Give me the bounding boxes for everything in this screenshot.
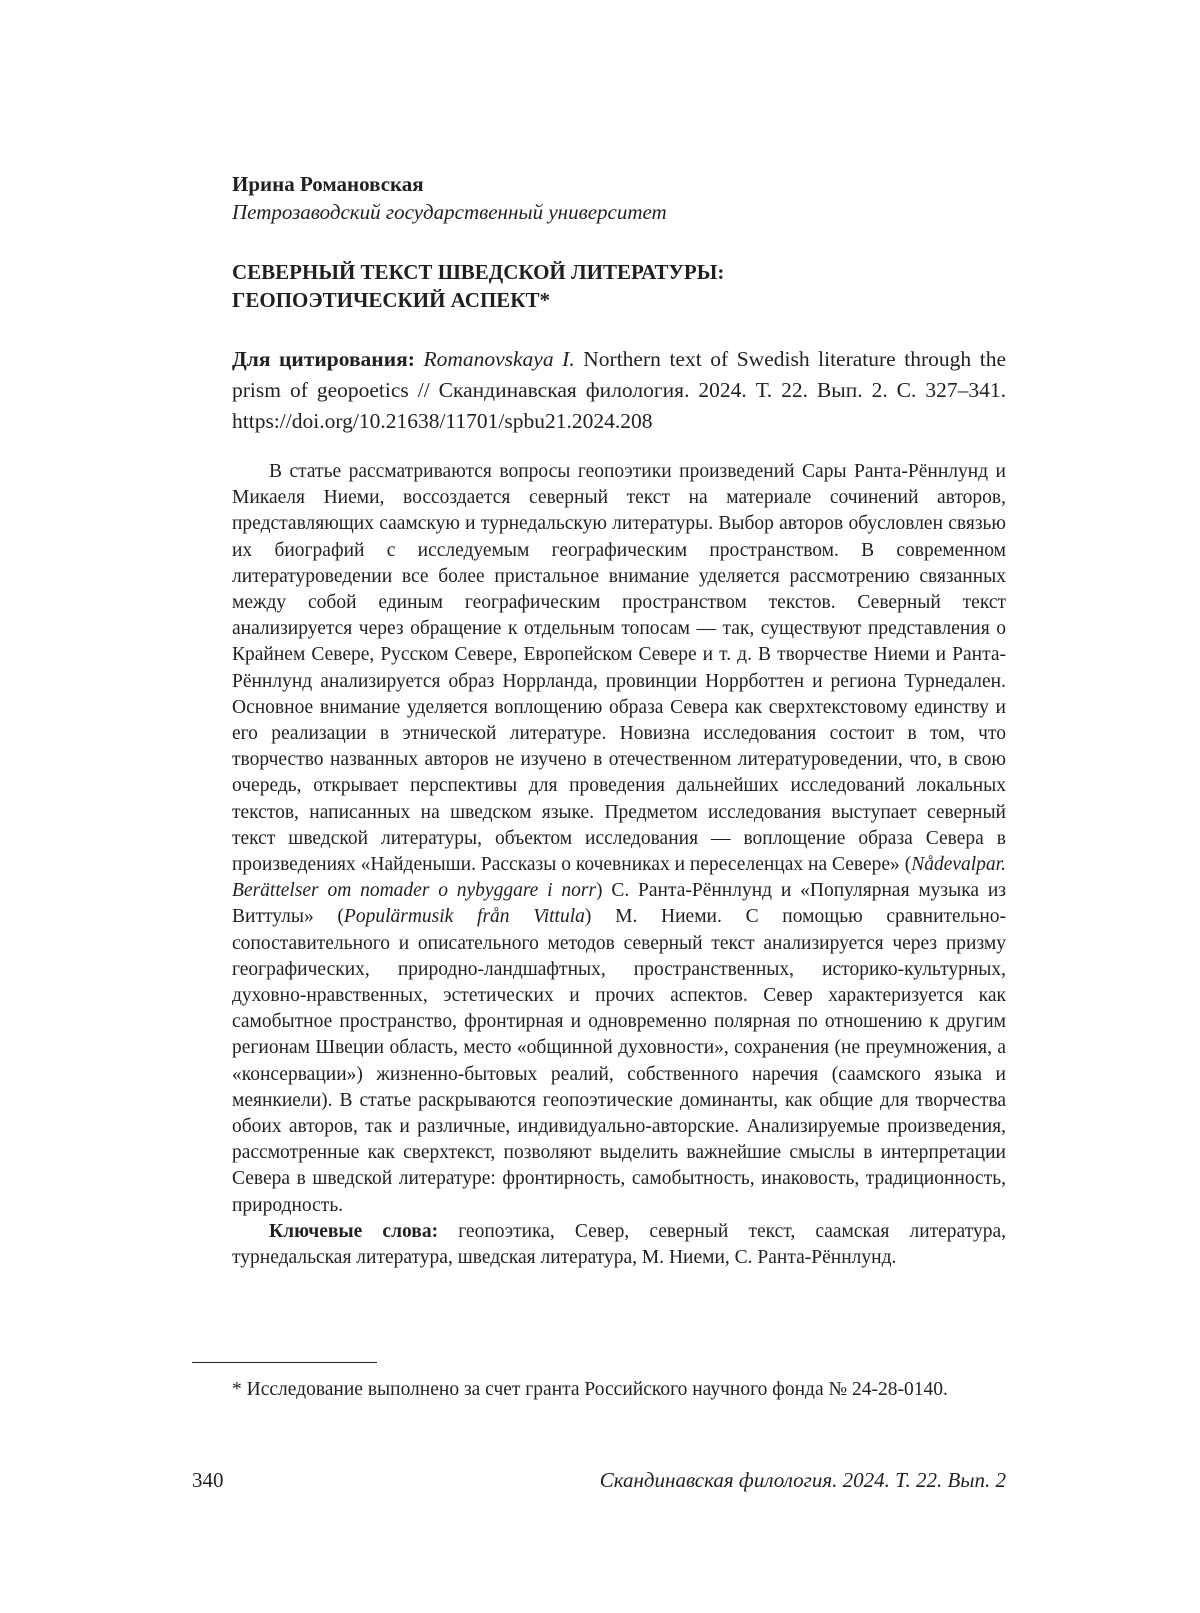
keywords-label: Ключевые слова: [269,1220,439,1242]
abstract-italic-title-1: Nådevalpar. Berättelser om nomader o nybyggare i norr [232,854,1006,902]
author-name: Ирина Романовская [232,172,424,196]
article-title-line-1: СЕВЕРНЫЙ ТЕКСТ ШВЕДСКОЙ ЛИТЕРАТУРЫ: [232,260,725,284]
keywords-text: геопоэтика, Север, северный текст, саамская литература, турнедальская литература, шведская литература, М. Ниеми, С. Ранта-Рённлунд. [232,1220,1006,1269]
citation-label: Для цитирования: [232,347,415,371]
running-title: Скандинавская филология. 2024. Т. 22. Вып. 2 [599,1468,1006,1492]
abstract [232,459,1006,1219]
citation-block [232,344,1006,437]
footnote: * Исследование выполнено за счет гранта Российского научного фонда № 24-28-0140. [232,1379,948,1400]
footnote-divider [192,1362,377,1363]
keywords [232,1219,1006,1271]
citation-text: Northern text of Swedish literature through the prism of geopoetics // Скандинавская филология. 2024. Т. 22. Вып. 2. С. 327–341. https://doi.org/10.21638/11701/spbu21.2024.208 [232,347,1006,433]
article-header [232,170,1006,1271]
article-title-line-2: ГЕОПОЭТИЧЕСКИЙ АСПЕКТ* [232,288,551,312]
author-affiliation: Петрозаводский государственный университет [232,200,667,224]
page-number: 340 [192,1468,224,1492]
citation-author: Romanovskaya I. [423,347,575,371]
article-title [232,258,1006,314]
abstract-part-3: ) М. Ниеми. С помощью сравнительно-сопоставительного и описательного методов северный текст анализируется через призму географических, природно-ландшафтных, пространственных, историко-культурных, духовно-нравственных, эстетических и прочих аспектов. Север характеризуется как самобытное пространство, фронтирная и одновременно полярная по отношению к другим регионам Швеции область, место «общинной духовности», сохранения (не преумножения, а «консервации») жизненно-бытовых реалий, собственного наречия (саамского языка и меянкиели). В статье раскрываются геопоэтические доминанты, как общие для творчества обоих авторов, так и различные, индивидуально-авторские. Анализируемые произведения, рассмотренные как сверхтекст, позволяют выделить важнейшие смыслы в интерпретации Севера в шведской литературе: фронтирность, самобытность, инаковость, традиционность, природность. [232,906,1006,1216]
abstract-part-1: В статье рассматриваются вопросы геопоэтики произведений Сары Ранта-Рённлунд и Микаеля Ниеми, воссоздается северный текст на материале сочинений авторов, представляющих саамскую и турнедальскую литературы. Выбор авторов обусловлен связью их биографий с исследуемым географическим пространством. В современном литературоведении все более пристальное внимание уделяется рассмотрению связанных между собой единым географическим пространством текстов. Северный текст анализируется через обращение к отдельным топосам — так, существуют представления о Крайнем Севере, Русском Севере, Европейском Севере и т. д. В творчестве Ниеми и Ранта-Рённлунд анализируется образ Норрланда, провинции Норрботтен и региона Турнедален. Основное внимание уделяется воплощению образа Севера как сверхтекстовому единству и его реализации в этнической литературе. Новизна исследования состоит в том, что творчество названных авторов не изучено в отечественном литературоведении, что, в свою очередь, открывает перспективы для проведения дальнейших исследований локальных текстов, написанных на шведском языке. Предметом исследования выступает северный текст шведской литературы, объектом исследования — воплощение образа Севера в произведениях «Найденыши. Рассказы о кочевниках и переселенцах на Севере» ( [232,461,1006,876]
abstract-italic-title-2: Populärmusik från Vittula [343,906,585,928]
abstract-part-2: ) С. Ранта-Рённлунд и «Популярная музыка из Виттулы» ( [232,880,1007,928]
